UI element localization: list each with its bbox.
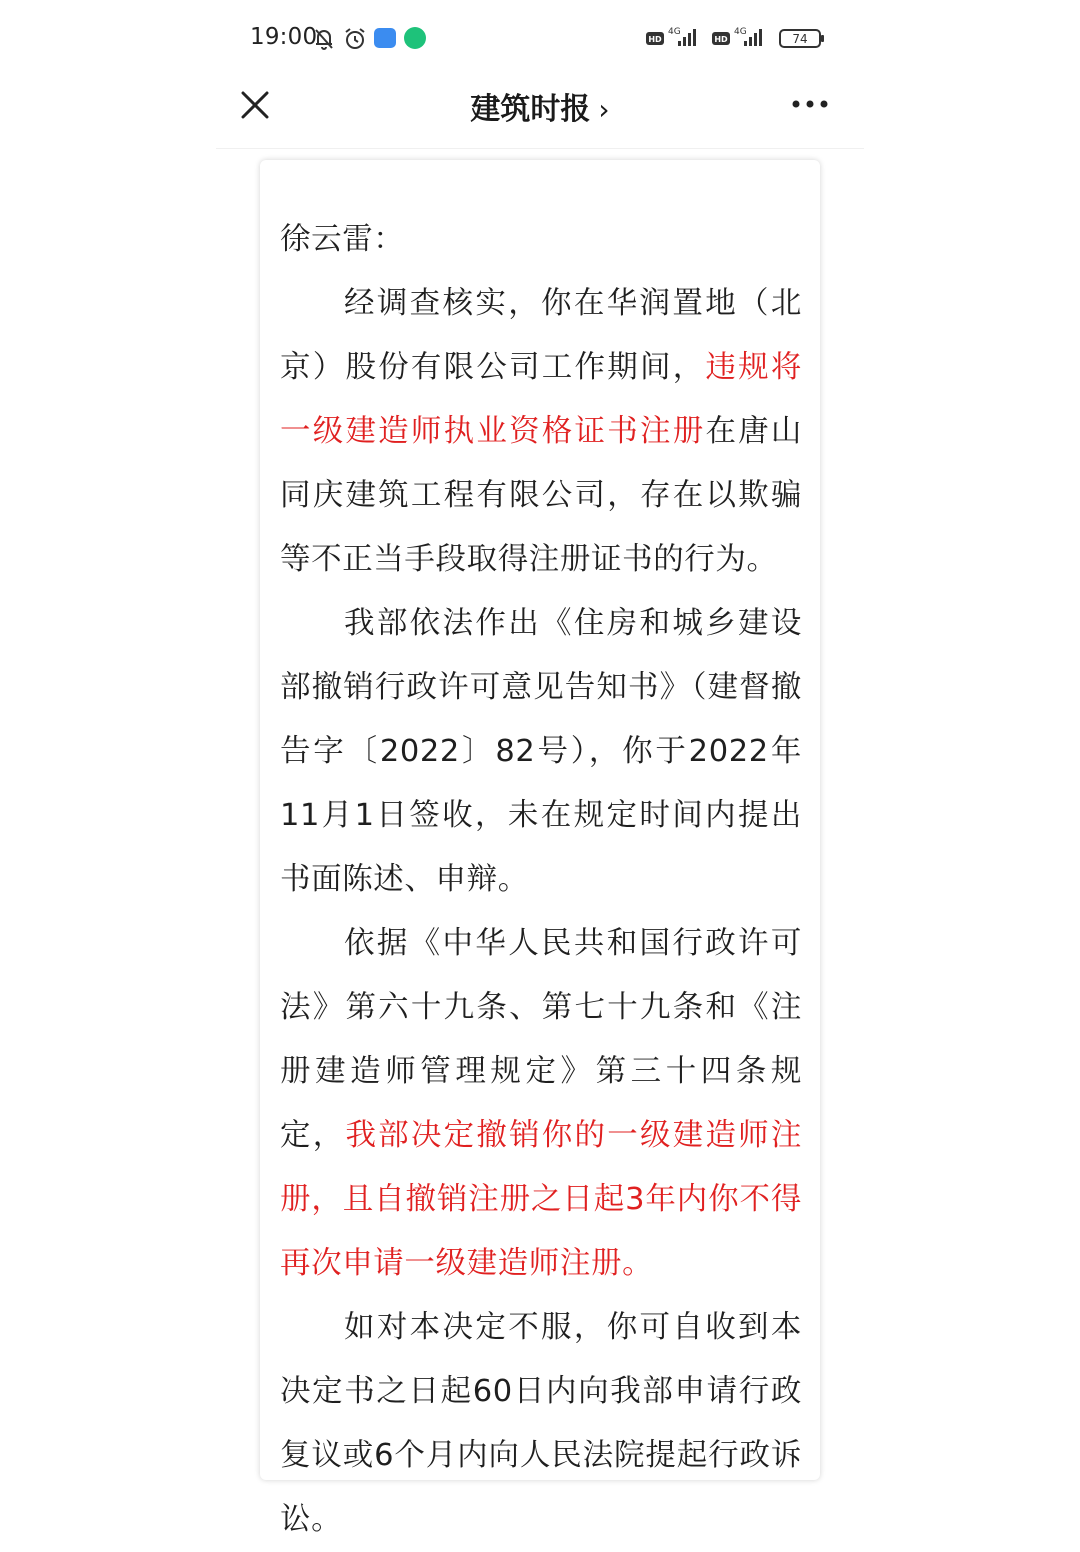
paragraph-1 <box>280 272 802 592</box>
signal-icon <box>646 27 762 46</box>
nav-bar <box>216 76 864 149</box>
paragraph-3 <box>280 912 802 1296</box>
signal-battery-group <box>646 25 830 51</box>
svg-text:4G: 4G <box>734 27 747 37</box>
svg-text:74: 74 <box>792 32 808 46</box>
document-card <box>260 160 820 1537</box>
document-text <box>280 208 802 1552</box>
shield-app-icon <box>404 27 426 49</box>
battery-icon <box>780 30 824 47</box>
svg-text:HD: HD <box>714 35 728 44</box>
paragraph-2: 我部依法作出《住房和城乡建设部撤销行政许可意见告知书》（建督撤告字〔2022〕82号），你于2022年11月1日签收，未在规定时间内提出书面陈述、申辩。 <box>280 606 802 897</box>
paragraph-1-text-b: 在唐山同庆建筑工程有限公司，存在以欺骗等不正当手段取得注册证书的行为。 <box>280 414 802 577</box>
paragraph-3-highlight: 我部决定撤销你的一级建造师注册，且自撤销注册之日起3年内你不得再次申请一级建造师注册。 <box>280 1118 802 1281</box>
status-time: 19:00 <box>250 24 318 50</box>
paragraph-4: 如对本决定不服，你可自收到本决定书之日起60日内向我部申请行政复议或6个月内向人民法院提起行政诉讼。 <box>280 1310 802 1537</box>
alarm-icon <box>343 27 367 51</box>
svg-text:HD: HD <box>648 35 662 44</box>
chevron-right-icon[interactable]: › <box>598 93 610 126</box>
mute-bell-icon <box>312 27 336 51</box>
status-bar <box>216 0 864 76</box>
account-name[interactable]: 建筑时报 <box>470 92 591 127</box>
paragraph-1-text-a: 经调查核实，你在华润置地（北京）股份有限公司工作期间， <box>280 286 802 385</box>
paragraph-3-text-a: 依据《中华人民共和国行政许可法》第六十九条、第七十九条和《注册建造师管理规定》第三十四条规定， <box>280 926 802 1153</box>
svg-text:4G: 4G <box>668 27 681 37</box>
salutation: 徐云雷： <box>280 222 405 257</box>
account-title[interactable] <box>216 84 864 128</box>
phone-screen <box>216 0 864 1537</box>
paragraph-1-highlight: 违规将一级建造师执业资格证书注册 <box>280 350 802 449</box>
app-notification-icon <box>374 28 396 48</box>
more-icon[interactable] <box>790 94 830 114</box>
